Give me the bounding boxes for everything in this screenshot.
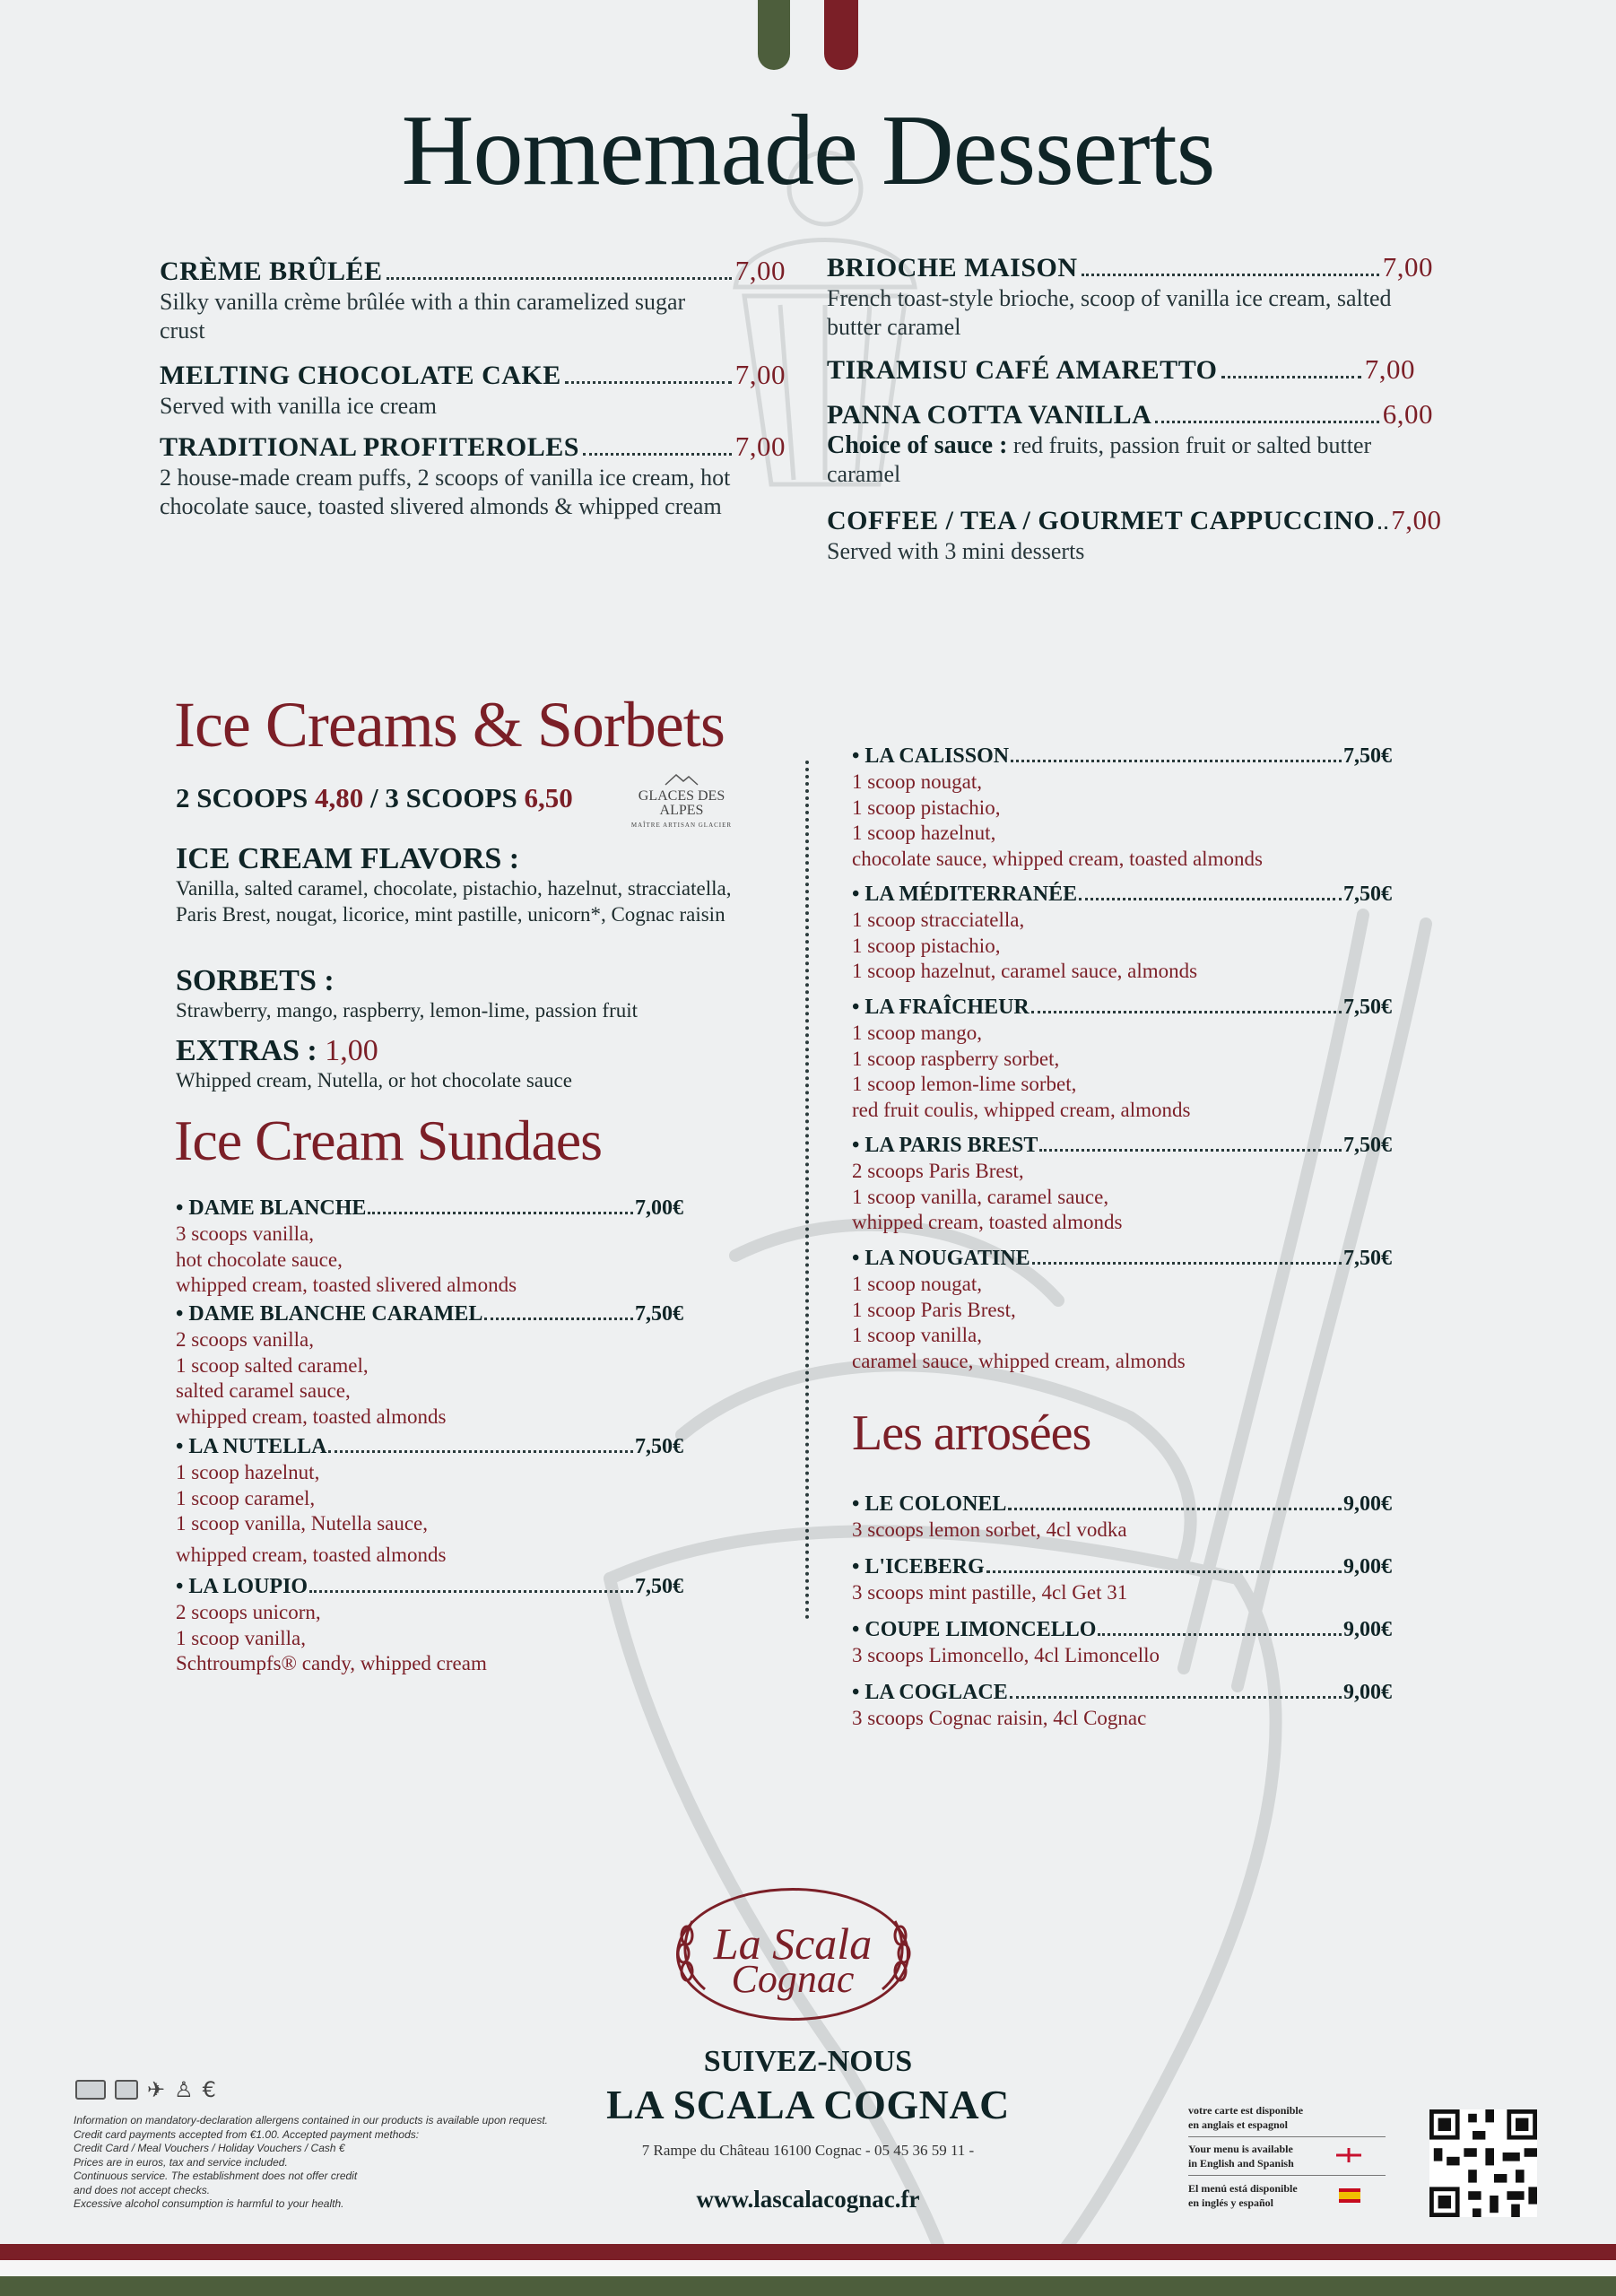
legal-line: Credit Card / Meal Vouchers / Holiday Vouchers / Cash €	[74, 2142, 345, 2154]
dot-leader	[1008, 1508, 1342, 1510]
sundae-line: 1 scoop vanilla, Nutella sauce,	[176, 1512, 429, 1535]
sundae-name: • LA MÉDITERRANÉE	[852, 883, 1078, 906]
dessert-price: 7,00	[1382, 251, 1433, 283]
uk-flag-icon	[1336, 2148, 1361, 2162]
mountain-icon	[664, 773, 699, 786]
dessert-item	[827, 353, 1415, 387]
lang-line: El menú está disponible	[1188, 2182, 1298, 2195]
sundae-line: 1 scoop vanilla,	[176, 1626, 306, 1649]
sundae-item	[176, 1300, 683, 1430]
scoops-3-price: 6,50	[524, 782, 573, 813]
logo-cognac-text: Cognac	[731, 1957, 855, 2001]
sundae-price: 7,00€	[635, 1196, 683, 1220]
sundae-name: • DAME BLANCHE	[176, 1196, 367, 1220]
lang-line: Your menu is available	[1188, 2143, 1293, 2155]
legal-line: Excessive alcohol consumption is harmful to your health.	[74, 2197, 344, 2210]
sundae-line: 1 scoop hazelnut,	[852, 822, 996, 844]
legal-notice	[74, 2114, 630, 2212]
dot-leader	[1011, 760, 1342, 762]
footer-bar-white	[0, 2260, 1616, 2276]
dot-leader	[309, 1590, 633, 1593]
dessert-price: 6,00	[1382, 398, 1433, 430]
dot-leader	[1010, 1696, 1342, 1699]
sundae-price: 7,50€	[635, 1302, 683, 1326]
dessert-name: BRIOCHE MAISON	[827, 253, 1078, 283]
flag-stripe-red	[824, 0, 858, 70]
dessert-description: Served with vanilla ice cream	[160, 393, 437, 419]
arrosee-price: 9,00€	[1343, 1492, 1392, 1516]
dot-leader	[1079, 898, 1342, 900]
sundae-item	[852, 1132, 1392, 1236]
lang-line: in English and Spanish	[1188, 2157, 1294, 2170]
address: 7 Rampe du Château 16100 Cognac - 05 45 36 59 11 -	[641, 2142, 975, 2159]
sundae-line: 1 scoop Paris Brest,	[852, 1298, 1016, 1321]
glaces-logo-text: GLACES DES ALPES	[638, 788, 725, 818]
ice-creams-title: Ice Creams & Sorbets	[174, 689, 725, 761]
sundae-line: 1 scoop salted caramel,	[176, 1353, 369, 1377]
sundae-line: 1 scoop pistachio,	[852, 796, 1001, 819]
sundae-price: 7,50€	[1343, 1134, 1392, 1157]
dot-leader	[1082, 274, 1379, 276]
sundae-line: 1 scoop lemon-lime sorbet,	[852, 1073, 1077, 1095]
footer-bar-red	[0, 2244, 1616, 2260]
dessert-description: 2 house-made cream puffs, 2 scoops of vanilla ice cream, hot chocolate sauce, toasted slivered almonds & whipped cream	[160, 465, 731, 519]
sundae-line: 1 scoop stracciatella,	[852, 909, 1025, 931]
sundae-line: whipped cream, toasted slivered almonds	[176, 1274, 517, 1296]
arrosee-price: 9,00€	[1343, 1618, 1392, 1641]
scoops-pricing	[176, 782, 573, 814]
arrosee-line: 3 scoops lemon sorbet, 4cl vodka	[852, 1518, 1127, 1541]
arrosee-line: 3 scoops Limoncello, 4cl Limoncello	[852, 1644, 1160, 1666]
sundae-line: 1 scoop pistachio,	[852, 934, 1001, 957]
dot-leader	[1221, 376, 1361, 378]
sundae-line: hot chocolate sauce,	[176, 1248, 343, 1271]
sundae-line: 2 scoops Paris Brest,	[852, 1160, 1024, 1182]
meal-voucher-icon	[115, 2080, 138, 2100]
brand-name: LA SCALA COGNAC	[606, 2082, 1010, 2127]
dessert-item	[827, 398, 1433, 489]
sundae-line: 1 scoop vanilla,	[852, 1324, 982, 1346]
dessert-description: Silky vanilla crème brûlée with a thin caramelized sugar crust	[160, 289, 686, 344]
sundae-name: • LA NUTELLA	[176, 1435, 327, 1458]
lang-line: en anglais et espagnol	[1188, 2118, 1289, 2131]
sundae-name: • LA LOUPIO	[176, 1575, 308, 1598]
dot-leader	[1155, 421, 1378, 423]
legal-line: Credit card payments accepted from €1.00. Accepted payment methods:	[74, 2127, 420, 2141]
sundae-line: chocolate sauce, whipped cream, toasted almonds	[852, 847, 1263, 870]
sundae-line: whipped cream, toasted almonds	[176, 1405, 447, 1428]
qr-code[interactable]	[1429, 2109, 1537, 2217]
arrosee-item	[852, 1616, 1392, 1669]
dot-leader	[368, 1212, 633, 1214]
sauce-choice-label: Choice of sauce :	[827, 431, 1008, 459]
dot-leader	[565, 381, 732, 384]
sundae-line: 1 scoop vanilla, caramel sauce,	[852, 1185, 1109, 1208]
dessert-price: 7,00	[1391, 504, 1442, 535]
dessert-price: 7,00	[734, 359, 786, 390]
sundae-name: • LA CALISSON	[852, 744, 1010, 768]
dessert-item	[160, 255, 786, 345]
sundae-line: 1 scoop mango,	[852, 1022, 983, 1044]
sundae-item	[852, 881, 1392, 985]
dessert-item	[160, 359, 786, 421]
lang-note-fr	[1188, 2103, 1386, 2132]
sundae-name: • LA NOUGATINE	[852, 1247, 1030, 1270]
dot-leader	[1032, 1262, 1342, 1265]
dessert-description: Served with 3 mini desserts	[827, 538, 1085, 564]
flag-stripe-green	[758, 0, 790, 70]
payment-icons	[75, 2077, 216, 2102]
legal-line: and does not accept checks.	[74, 2183, 211, 2196]
sundae-name: • LA PARIS BREST	[852, 1134, 1038, 1157]
arrosee-line: 3 scoops Cognac raisin, 4cl Cognac	[852, 1707, 1147, 1729]
sauce-choice-text: red fruits, passion fruit or salted butter caramel	[827, 432, 1372, 487]
sundaes-title: Ice Cream Sundaes	[174, 1109, 603, 1172]
sundae-line: 1 scoop raspberry sorbet,	[852, 1047, 1060, 1070]
column-divider	[805, 761, 809, 1620]
dessert-price: 7,00	[734, 430, 786, 462]
scoops-3-label: 3 SCOOPS	[385, 782, 525, 813]
sundae-line: whipped cream, toasted almonds	[852, 1211, 1123, 1233]
dot-leader	[1039, 1149, 1342, 1152]
arrosees-title: Les arrosées	[852, 1405, 1091, 1461]
dessert-price: 7,00	[734, 255, 786, 286]
glaces-logo-subtext: MAÎTRE ARTISAN GLACIER	[630, 822, 733, 829]
scoops-2-label: 2 SCOOPS	[176, 782, 316, 813]
dessert-name: CRÈME BRÛLÉE	[160, 257, 383, 286]
arrosee-price: 9,00€	[1343, 1555, 1392, 1578]
sundae-line: 2 scoops unicorn,	[176, 1601, 321, 1623]
extras-label: EXTRAS :	[176, 1034, 326, 1067]
dot-leader	[1031, 1011, 1342, 1013]
sundae-price: 7,50€	[1343, 1247, 1392, 1270]
sundae-line: 1 scoop nougat,	[852, 770, 983, 793]
dessert-item	[160, 430, 786, 521]
arrosee-price: 9,00€	[1343, 1681, 1392, 1704]
sundae-item	[176, 1433, 683, 1568]
sundae-line: red fruit coulis, whipped cream, almonds	[852, 1098, 1191, 1121]
lang-line: votre carte est disponible	[1188, 2104, 1304, 2117]
sundae-line: 3 scoops vanilla,	[176, 1222, 314, 1245]
dot-leader	[986, 1570, 1342, 1573]
scoops-separator: /	[363, 782, 386, 813]
dot-leader	[1378, 526, 1387, 529]
glaces-des-alpes-logo	[619, 773, 744, 832]
sundae-line: whipped cream, toasted almonds	[176, 1543, 447, 1566]
sundae-name: • LA FRAÎCHEUR	[852, 996, 1030, 1019]
lang-line: en inglés y español	[1188, 2196, 1274, 2209]
sundae-line: salted caramel sauce,	[176, 1379, 351, 1402]
sundae-price: 7,50€	[635, 1435, 683, 1458]
legal-line: Prices are in euros, tax and service included.	[74, 2155, 288, 2169]
scoops-2-price: 4,80	[315, 782, 364, 813]
sundae-line: Schtroumpfs® candy, whipped cream	[176, 1652, 487, 1674]
sundae-line: 2 scoops vanilla,	[176, 1328, 314, 1351]
euro-icon: €	[202, 2077, 216, 2102]
sundae-name: • DAME BLANCHE CARAMEL	[176, 1302, 483, 1326]
sundae-line: 1 scoop caramel,	[176, 1486, 316, 1509]
arrosee-name: • L'ICEBERG	[852, 1555, 985, 1578]
sundae-price: 7,50€	[1343, 744, 1392, 768]
arrosee-item	[852, 1679, 1392, 1732]
sundae-item	[176, 1195, 683, 1299]
sundae-line: 1 scoop nougat,	[852, 1273, 983, 1295]
dessert-name: PANNA COTTA VANILLA	[827, 400, 1152, 430]
follow-us: SUIVEZ-NOUS	[703, 2045, 913, 2078]
divider	[1188, 2136, 1386, 2137]
flavors-list: Vanilla, salted caramel, chocolate, pistachio, hazelnut, stracciatella, Paris Brest, nougat, licorice, mint pastille, unicorn*, Cognac raisin	[176, 877, 732, 926]
dessert-price: 7,00	[1364, 353, 1415, 385]
extras-heading	[176, 1033, 378, 1069]
website-link[interactable]: www.lascalacognac.fr	[696, 2186, 920, 2213]
legal-line: Information on mandatory-declaration allergens contained in our products is available upon request.	[74, 2114, 548, 2126]
arrosee-name: • LA COGLACE	[852, 1681, 1008, 1704]
sundae-item	[852, 1245, 1392, 1374]
dessert-name: TIRAMISU CAFÉ AMARETTO	[827, 355, 1218, 385]
dessert-name: MELTING CHOCOLATE CAKE	[160, 361, 561, 390]
extras-list: Whipped cream, Nutella, or hot chocolate sauce	[176, 1069, 572, 1091]
sundae-line: caramel sauce, whipped cream, almonds	[852, 1349, 1186, 1372]
sundae-line: 1 scoop hazelnut,	[176, 1461, 320, 1483]
extras-price: 1,00	[325, 1034, 378, 1067]
dot-leader	[484, 1318, 633, 1320]
dessert-item	[827, 504, 1442, 566]
flavors-heading: ICE CREAM FLAVORS :	[176, 842, 520, 875]
arrosee-item	[852, 1553, 1392, 1606]
divider	[1188, 2175, 1386, 2176]
spain-flag-icon	[1339, 2188, 1360, 2203]
dot-leader	[387, 277, 732, 280]
credit-card-icon	[75, 2080, 106, 2100]
dot-leader	[1098, 1633, 1342, 1636]
sundae-price: 7,50€	[635, 1575, 683, 1598]
dessert-item	[827, 251, 1433, 342]
dessert-description: French toast-style brioche, scoop of vanilla ice cream, salted butter caramel	[827, 285, 1392, 340]
arrosee-name: • LE COLONEL	[852, 1492, 1007, 1516]
arrosee-item	[852, 1491, 1392, 1544]
arrosee-name: • COUPE LIMONCELLO	[852, 1618, 1097, 1641]
dessert-name: TRADITIONAL PROFITEROLES	[160, 432, 579, 462]
sundae-price: 7,50€	[1343, 996, 1392, 1019]
dessert-description	[827, 431, 1433, 489]
sundae-line: 1 scoop hazelnut, caramel sauce, almonds	[852, 960, 1198, 982]
ancv-icon: ✈	[147, 2077, 166, 2102]
sorbets-heading: SORBETS :	[176, 964, 334, 997]
sundae-item	[176, 1573, 683, 1677]
dot-leader	[583, 453, 732, 456]
dot-leader	[328, 1450, 633, 1453]
legal-line: Continuous service. The establishment does not offer credit	[74, 2170, 358, 2182]
sundae-price: 7,50€	[1343, 883, 1392, 906]
sundae-item	[852, 994, 1392, 1123]
no-alcohol-icon: ♙	[174, 2077, 194, 2102]
page-title: Homemade Desserts	[401, 95, 1215, 206]
dessert-name: COFFEE / TEA / GOURMET CAPPUCCINO	[827, 506, 1376, 535]
sundae-item	[852, 743, 1392, 872]
logo-scala-text: La Scala	[713, 1918, 873, 1969]
sorbets-list: Strawberry, mango, raspberry, lemon-lime, passion fruit	[176, 999, 639, 1022]
arrosee-line: 3 scoops mint pastille, 4cl Get 31	[852, 1581, 1128, 1604]
footer-bar-green	[0, 2276, 1616, 2296]
